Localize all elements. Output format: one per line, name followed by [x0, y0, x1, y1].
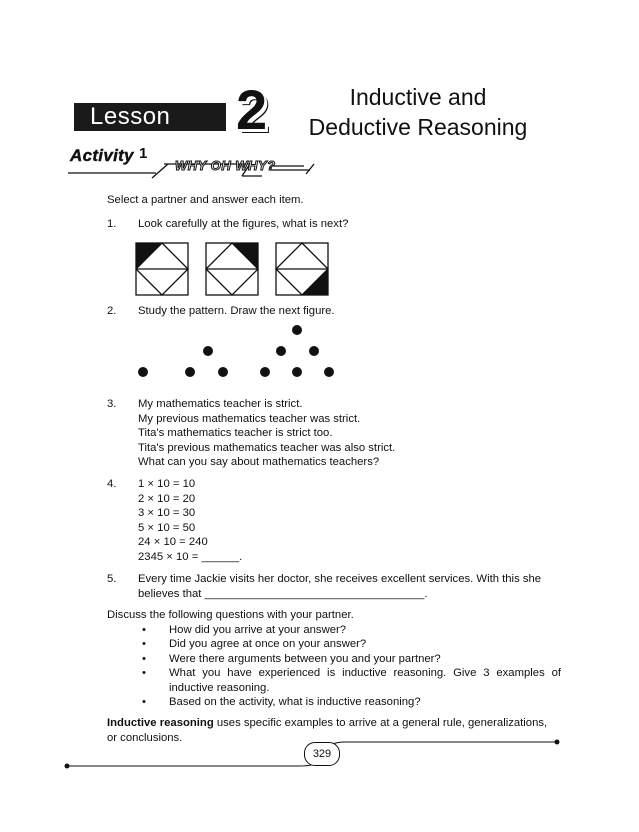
item-2-text: Study the pattern. Draw the next figure.	[138, 305, 335, 317]
bullet-marker: •	[142, 652, 146, 665]
activity-number: 1	[139, 145, 148, 162]
activity-title: WHY OH WHY?	[175, 158, 276, 173]
item-3-line: Tita's mathematics teacher is strict too.	[138, 427, 333, 439]
item-4-line: 1 × 10 = 10	[138, 478, 196, 490]
pattern-dot	[218, 367, 228, 377]
bullet-text: Based on the activity, what is inductive reasoning?	[169, 696, 421, 708]
lesson-title-line1: Inductive and	[349, 84, 487, 110]
bullet-text: How did you arrive at your answer?	[169, 623, 347, 636]
figure-square-1	[136, 243, 188, 295]
item-3-line: Tita's previous mathematics teacher was also strict.	[138, 441, 396, 454]
item-4-line: 24 × 10 = 240	[138, 536, 208, 548]
item-1-text: Look carefully at the figures, what is next?	[138, 218, 349, 230]
pattern-dot	[292, 325, 302, 335]
page-number: 329	[304, 742, 340, 766]
item-1-figures	[134, 241, 334, 299]
instructions: Select a partner and answer each item.	[107, 194, 304, 206]
figure-square-2	[206, 243, 258, 295]
pattern-dot	[309, 346, 319, 356]
item-4-line: 2345 × 10 = ______.	[138, 550, 243, 563]
pattern-dot	[324, 367, 334, 377]
item-2-number: 2.	[107, 305, 117, 317]
pattern-dot	[185, 367, 195, 377]
item-5-line: believes that ___________________________________.	[138, 587, 428, 600]
lesson-title-line2: Deductive Reasoning	[308, 114, 528, 140]
item-4-line: 2 × 10 = 20	[138, 492, 196, 505]
definition-line2: or conclusions.	[107, 731, 183, 744]
item-3-number: 3.	[107, 398, 117, 410]
activity-label: Activity	[70, 146, 134, 165]
item-3-line: What can you say about mathematics teachers?	[138, 456, 380, 468]
bullet-text-continued: inductive reasoning.	[169, 681, 270, 694]
pattern-dot	[203, 346, 213, 356]
pattern-dot	[292, 367, 302, 377]
definition-term: Inductive reasoning	[107, 717, 214, 729]
bullet-marker: •	[142, 667, 146, 679]
item-3-line: My mathematics teacher is strict.	[138, 398, 303, 410]
item-4-number: 4.	[107, 478, 117, 490]
pattern-dot	[276, 346, 286, 356]
pattern-dot	[138, 367, 148, 377]
item-4-line: 3 × 10 = 30	[138, 507, 196, 519]
item-5-line: Every time Jackie visits her doctor, she receives excellent services. With this she	[138, 573, 542, 585]
definition-line1	[107, 716, 561, 731]
discuss-intro: Discuss the following questions with your partner.	[107, 609, 354, 621]
item-5-number: 5.	[107, 573, 117, 585]
bullet-marker: •	[142, 638, 146, 650]
bullet-text: What you have experienced is inductive reasoning. Give 3 examples of	[169, 667, 561, 679]
bullet-text: Did you agree at once on your answer?	[169, 638, 367, 650]
definition-text: uses specific examples to arrive at a general rule, generalizations,	[213, 717, 548, 729]
item-3-line: My previous mathematics teacher was strict.	[138, 412, 361, 425]
bullet-text: Were there arguments between you and your partner?	[169, 652, 441, 665]
bullet-marker: •	[142, 623, 146, 636]
pattern-dot	[260, 367, 270, 377]
bullet-marker: •	[142, 696, 146, 708]
lesson-label: Lesson	[90, 103, 171, 130]
item-1-number: 1.	[107, 218, 117, 230]
lesson-label-bar	[74, 103, 226, 131]
item-4-line: 5 × 10 = 50	[138, 521, 196, 534]
figure-square-3	[276, 243, 328, 295]
lesson-number: 2	[236, 78, 268, 141]
